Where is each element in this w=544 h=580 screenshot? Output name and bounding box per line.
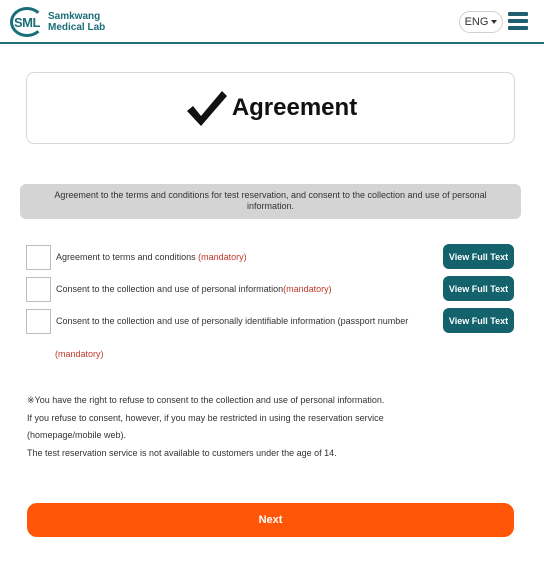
view-full-text-button[interactable]: View Full Text	[443, 308, 514, 333]
notice-line: The test reservation service is not available to customers under the age of 14.	[27, 447, 337, 458]
menu-bar	[508, 19, 528, 23]
checkmark-icon	[184, 86, 228, 130]
caret-down-icon	[491, 20, 497, 24]
title-box	[26, 72, 515, 144]
notice-line: (homepage/mobile web).	[27, 430, 127, 440]
notice-line: If you refuse to consent, however, if you may be restricted in using the reservation service	[27, 412, 384, 423]
info-banner: Agreement to the terms and conditions for test reservation, and consent to the collection and use of personal information.	[20, 184, 521, 219]
menu-bar	[508, 12, 528, 16]
hamburger-menu-icon[interactable]	[508, 12, 528, 30]
agreement-row-terms	[26, 245, 516, 271]
agree-identifiable-info-checkbox[interactable]	[26, 309, 51, 334]
agreement-label-text: Consent to the collection and use of personal information	[56, 284, 284, 294]
brand-line-2: Medical Lab	[48, 22, 106, 33]
logo[interactable]	[10, 6, 105, 38]
mandatory-tag: (mandatory)	[198, 252, 247, 262]
mandatory-tag: (mandatory)	[55, 349, 104, 359]
next-button[interactable]: Next	[27, 503, 514, 537]
language-label: ENG	[464, 16, 489, 28]
view-full-text-button[interactable]: View Full Text	[443, 244, 514, 269]
view-full-text-button[interactable]: View Full Text	[443, 276, 514, 301]
agreement-label-text: Agreement to terms and conditions	[56, 252, 199, 262]
agreement-label	[56, 284, 332, 294]
agree-personal-info-checkbox[interactable]	[26, 277, 51, 302]
menu-bar	[508, 26, 528, 30]
header	[0, 0, 544, 44]
notice-line: ※You have the right to refuse to consent to the collection and use of personal information.	[27, 395, 385, 405]
mandatory-tag: (mandatory)	[283, 284, 332, 294]
sml-logo-icon	[10, 7, 44, 37]
page-title: Agreement	[231, 94, 358, 121]
agreement-label	[56, 316, 408, 326]
agree-terms-checkbox[interactable]	[26, 245, 51, 270]
brand-line-1: Samkwang	[48, 11, 101, 22]
agreement-row-identifiable-info	[26, 309, 516, 335]
language-select[interactable]	[459, 11, 503, 33]
agreement-label-text: Consent to the collection and use of personally identifiable information (passport number	[56, 316, 409, 326]
consent-notice	[27, 392, 507, 462]
agreement-label	[56, 252, 247, 262]
brand-name	[48, 11, 105, 33]
agreement-row-personal-info	[26, 277, 516, 303]
logo-mark-text: SML	[14, 14, 40, 30]
